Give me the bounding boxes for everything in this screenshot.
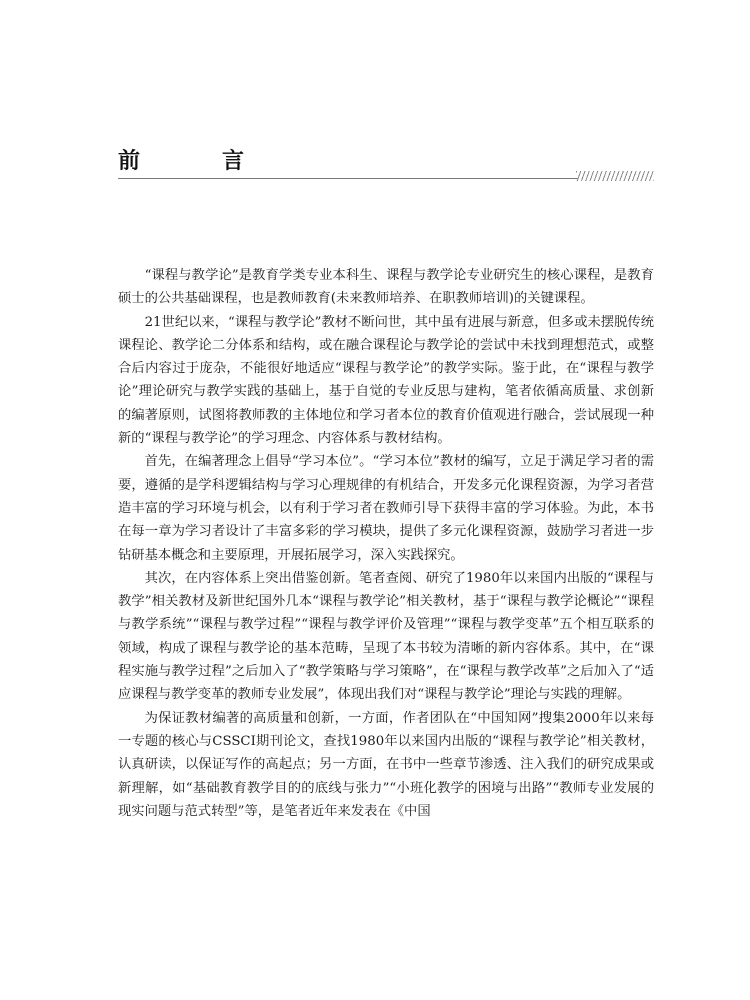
paragraph: 21世纪以来，“课程与教学论”教材不断问世，其中虽有进展与新意，但多或未摆脱传统课程论、教学论二分体系和结构，或在融合课程论与教学论的尝试中未找到理想范式，或整合后内容过于庞杂，不能很好地适应“课程与教学论”的教学实际。鉴于此，在“课程与教学论”理论研究与教学实践的基础上，基于自觉的专业反思与建构，笔者依循高质量、求创新的编著原则，试图将教师教的主体地位和学习者本位的教育价值观进行融合，尝试展现一种新的“课程与教学论”的学习理念、内容体系与教材结构。	[118, 314, 654, 447]
paragraph: “课程与教学论”是教育学类专业本科生、课程与教学论专业研究生的核心课程，是教育硕士的公共基础课程，也是教师教育(未来教师培养、在职教师培训)的关键课程。	[118, 268, 654, 307]
paragraph: 其次，在内容体系上突出借鉴创新。笔者查阅、研究了1980年以来国内出版的“课程与教学”相关教材及新世纪国外几本“课程与教学论”相关教材，基于“课程与教学论概论”“课程与教学系统”“课程与教学过程”“课程与教学评价及管理”“课程与教学变革”五个相互联系的领域，构成了课程与教学论的基本范畴，呈现了本书较为清晰的新内容体系。其中，在“课程实施与教学过程”之后加入了“教学策略与学习策略”，在“课程与教学改革”之后加入了“适应课程与教学变革的教师专业发展”，体现出我们对“课程与教学论”理论与实践的理解。	[118, 570, 654, 703]
header-hatch-decoration	[576, 171, 654, 181]
paragraph: 为保证教材编著的高质量和创新，一方面，作者团队在“中国知网”搜集2000年以来每一专题的核心与CSSCI期刊论文，查找1980年以来国内出版的“课程与教学论”相关教材，认真研读，以保证写作的高起点；另一方面，在书中一些章节渗透、注入我们的研究成果或新理解，如“基础教育教学目的的底线与张力”“小班化教学的困境与出路”“教师专业发展的现实问题与范式转型”等，是笔者近年来发表在《中国	[118, 710, 654, 819]
header-divider	[118, 178, 578, 179]
page-title: 前 言	[118, 148, 275, 174]
preface-body	[118, 264, 654, 823]
paragraph: 首先，在编著理念上倡导“学习本位”。“学习本位”教材的编写，立足于满足学习者的需要，遵循的是学科逻辑结构与学习心理规律的有机结合，开发多元化课程资源，为学习者营造丰富的学习环境与机会，以有利于学习者在教师引导下获得丰富的学习体验。为此，本书在每一章为学习者设计了丰富多彩的学习模块，提供了多元化课程资源，鼓励学习者进一步钻研基本概念和主要原理，开展拓展学习，深入实践探究。	[118, 454, 654, 563]
